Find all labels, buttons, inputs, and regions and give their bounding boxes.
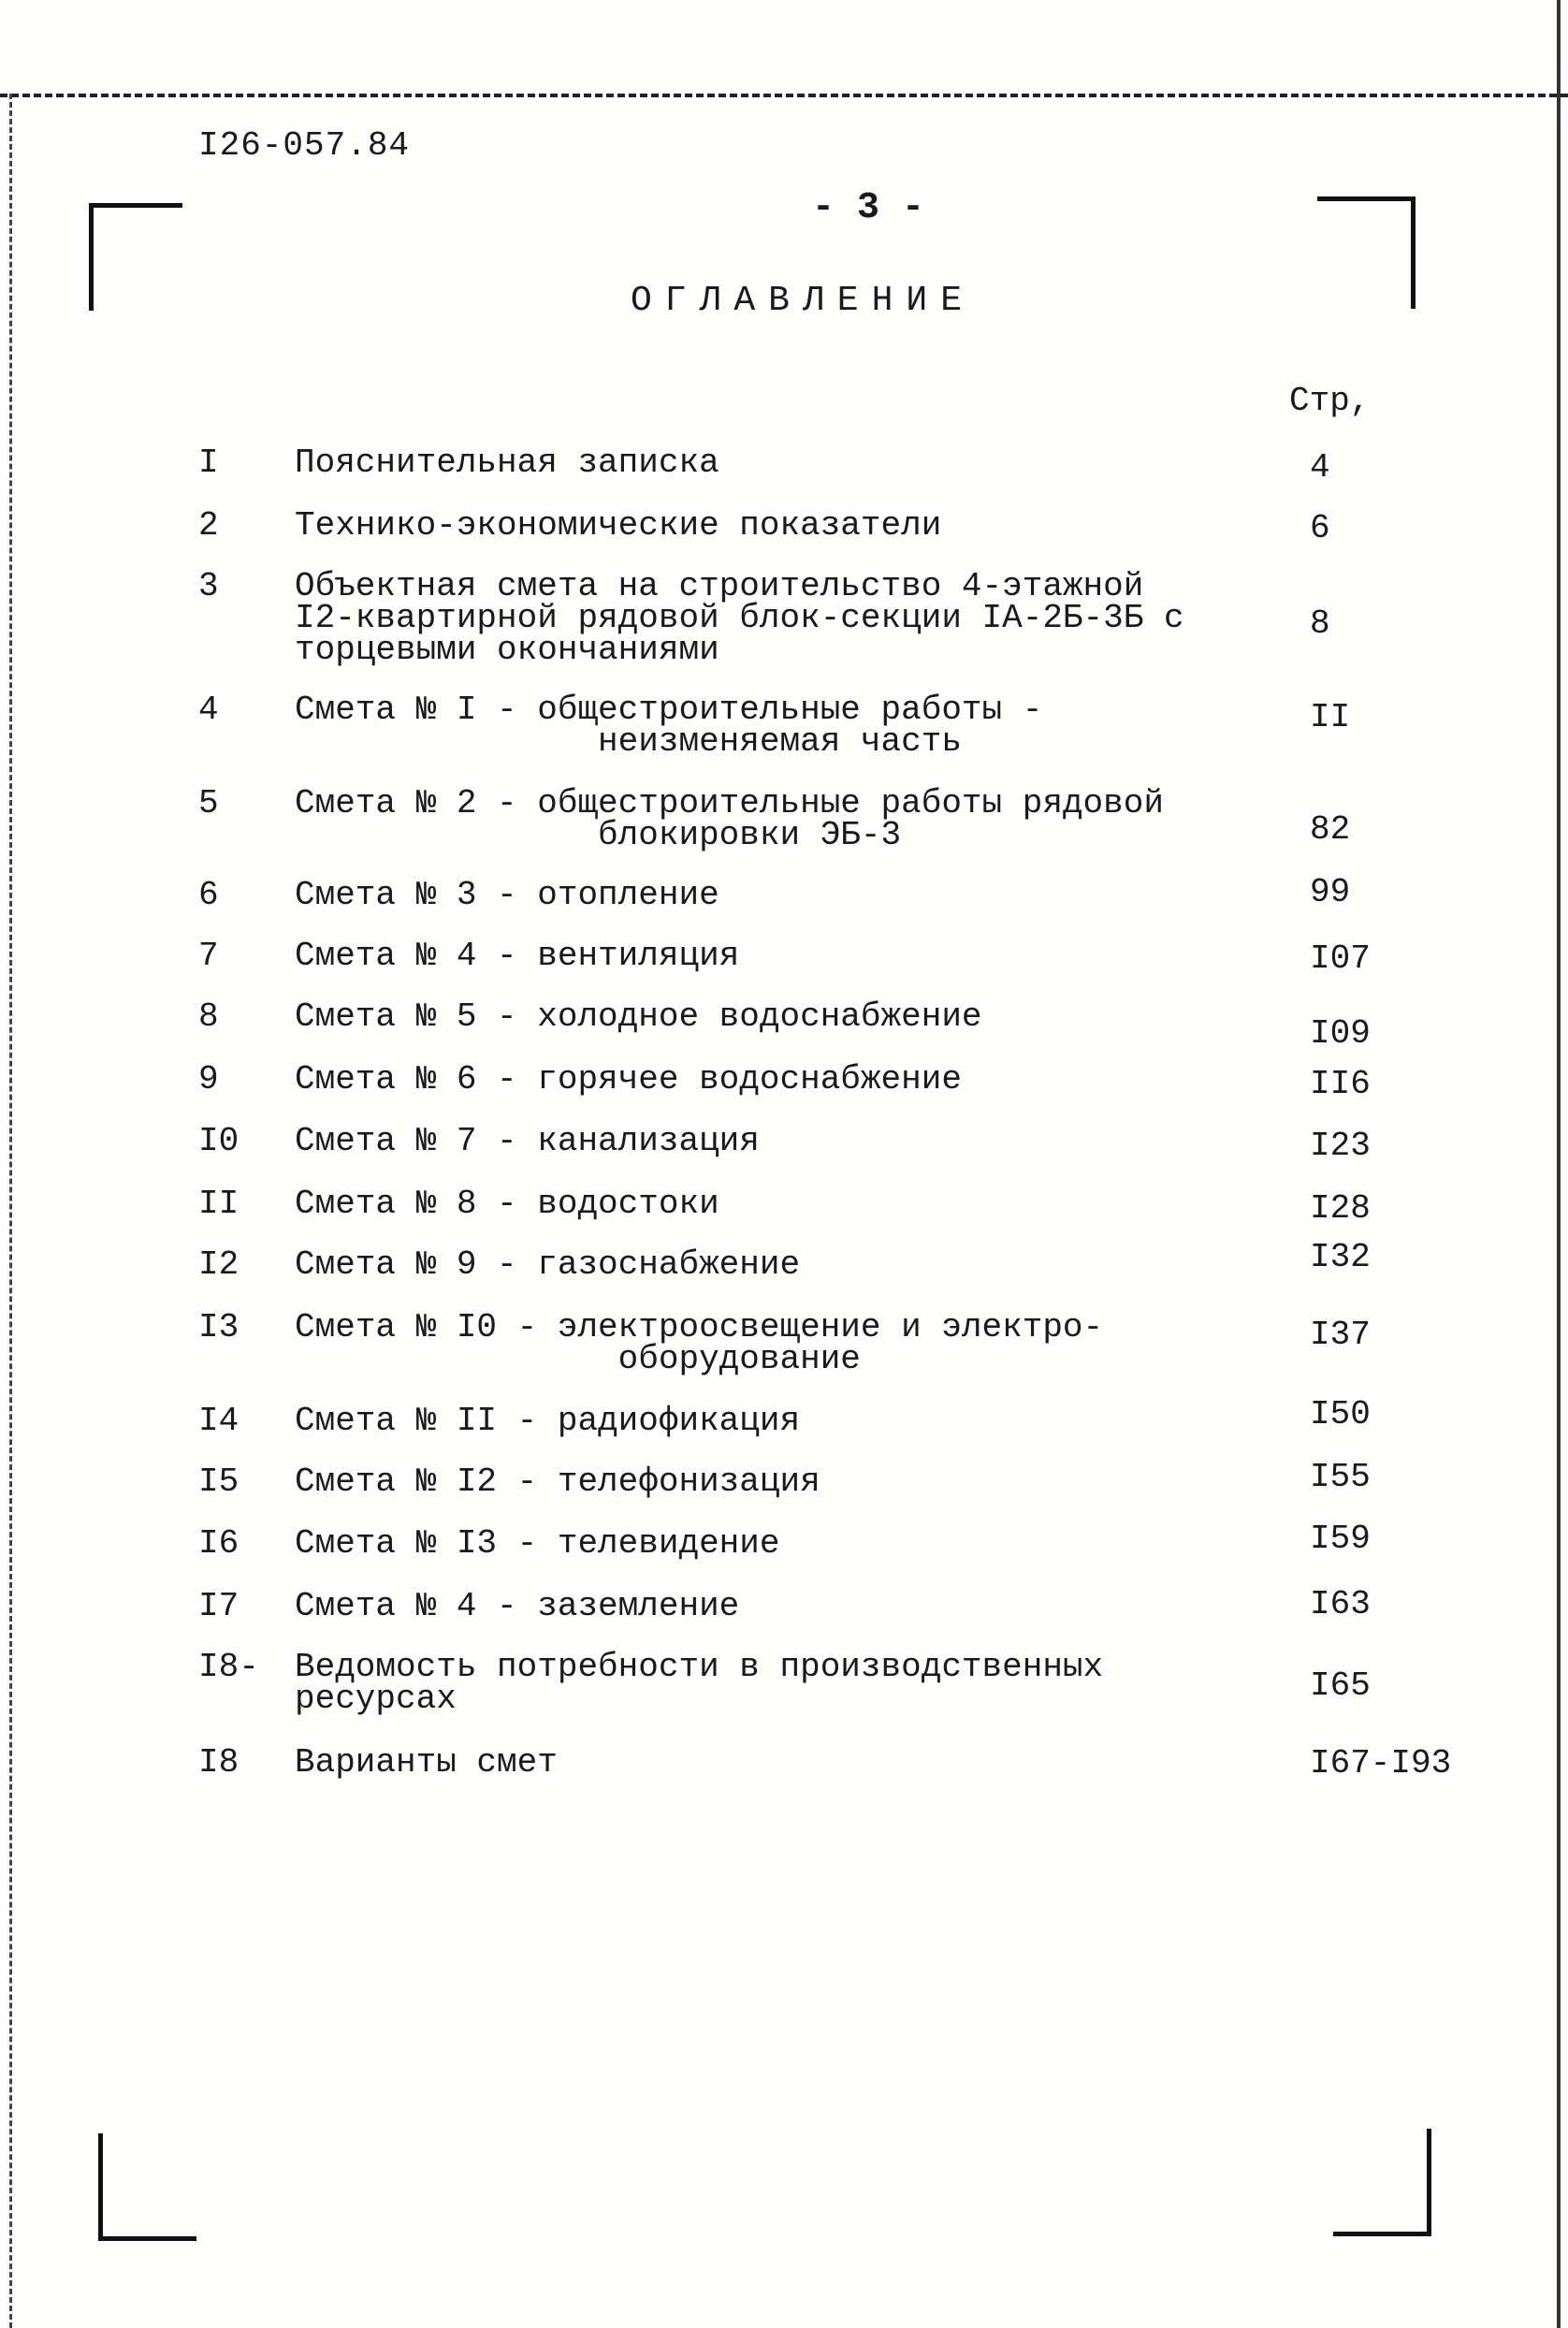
toc-entry-title: Смета № I2 - телефонизация bbox=[295, 1462, 820, 1501]
toc-entry-number: 4 bbox=[198, 691, 219, 729]
toc-entry-number: 8 bbox=[198, 997, 219, 1036]
toc-entry-title: Смета № 2 - общестроительные работы рядовой блокировки ЭБ-3 bbox=[295, 784, 1164, 854]
toc-entry-title: Смета № I3 - телевидение bbox=[295, 1524, 780, 1563]
toc-entry-title: Смета № 6 - горячее водоснабжение bbox=[295, 1060, 962, 1099]
toc-entry-title: Ведомость потребности в производственных ресурсах bbox=[295, 1648, 1104, 1718]
toc-entry-page: II6 bbox=[1310, 1065, 1371, 1103]
toc-entry-page: I50 bbox=[1310, 1395, 1371, 1433]
toc-entry-number: I6 bbox=[198, 1524, 240, 1563]
toc-entry-number: 7 bbox=[198, 937, 219, 975]
toc-entry-title: Смета № 4 - заземление bbox=[295, 1587, 740, 1625]
toc-entry-number: I4 bbox=[198, 1402, 240, 1440]
toc-entry-number: I8- bbox=[198, 1648, 259, 1686]
corner-mark-bottom-right bbox=[1333, 2129, 1431, 2236]
page-column-label: Стр, bbox=[1289, 382, 1371, 420]
toc-entry-page: 6 bbox=[1310, 509, 1330, 547]
toc-entry-title: Смета № 3 - отопление bbox=[295, 876, 719, 914]
toc-entry-number: I8 bbox=[198, 1743, 240, 1782]
toc-entry-title: Смета № 4 - вентиляция bbox=[295, 937, 740, 975]
document-code: I26-057.84 bbox=[198, 126, 411, 165]
toc-entry-page: 82 bbox=[1310, 810, 1351, 849]
toc-entry-number: 9 bbox=[198, 1060, 219, 1099]
toc-entry-page: 99 bbox=[1310, 873, 1351, 911]
toc-entry-number: 6 bbox=[198, 876, 219, 914]
toc-entry-page: I28 bbox=[1310, 1189, 1371, 1228]
scan-edge-left bbox=[9, 94, 12, 2328]
toc-entry-page: I67-I93 bbox=[1310, 1744, 1452, 1782]
toc-entry-title: Технико-экономические показатели bbox=[295, 506, 942, 545]
toc-entry-page: I63 bbox=[1310, 1585, 1371, 1623]
toc-entry-title: Смета № 9 - газоснабжение bbox=[295, 1245, 801, 1284]
toc-entry-page: I32 bbox=[1310, 1238, 1371, 1276]
toc-entry-title: Смета № I0 - электроосвещение и электро- оборудование bbox=[295, 1308, 1104, 1378]
toc-entry-number: I3 bbox=[198, 1308, 240, 1346]
scan-edge-right bbox=[1557, 0, 1561, 2328]
toc-entry-page: I09 bbox=[1310, 1014, 1371, 1053]
toc-entry-page: I55 bbox=[1310, 1458, 1371, 1496]
toc-entry-number: 2 bbox=[198, 506, 219, 545]
toc-entry-title: Пояснительная записка bbox=[295, 444, 719, 482]
toc-entry-number: II bbox=[198, 1185, 240, 1223]
toc-entry-title: Объектная смета на строительство 4-этажной I2-квартирной рядовой блок-секции IA-2Б-3Б с торцевыми окончаниями bbox=[295, 567, 1184, 669]
toc-entry-title: Смета № 7 - канализация bbox=[295, 1122, 760, 1160]
toc-entry-number: I5 bbox=[198, 1462, 240, 1501]
toc-entry-number: 5 bbox=[198, 784, 219, 822]
toc-entry-page: I65 bbox=[1310, 1666, 1371, 1705]
toc-entry-title: Смета № 8 - водостоки bbox=[295, 1185, 719, 1223]
toc-entry-number: I0 bbox=[198, 1122, 240, 1160]
toc-title: ОГЛАВЛЕНИЕ bbox=[630, 281, 976, 321]
scan-edge-top bbox=[0, 94, 1568, 97]
toc-entry-page: 4 bbox=[1310, 448, 1330, 487]
toc-entry-title: Смета № I - общестроительные работы - неизменяемая часть bbox=[295, 691, 1043, 761]
toc-entry-page: I37 bbox=[1310, 1316, 1371, 1354]
toc-entry-number: 3 bbox=[198, 567, 219, 605]
toc-entry-page: 8 bbox=[1310, 604, 1330, 643]
toc-entry-number: I7 bbox=[198, 1587, 240, 1625]
toc-entry-title: Варианты смет bbox=[295, 1743, 558, 1782]
corner-mark-bottom-left bbox=[98, 2133, 196, 2241]
toc-entry-page: I23 bbox=[1310, 1127, 1371, 1165]
page-number: - 3 - bbox=[811, 187, 925, 229]
toc-entry-page: I59 bbox=[1310, 1520, 1371, 1558]
toc-entry-number: I bbox=[198, 444, 219, 482]
toc-entry-page: II bbox=[1310, 698, 1351, 736]
toc-entry-page: I07 bbox=[1310, 939, 1371, 978]
toc-entry-title: Смета № II - радиофикация bbox=[295, 1402, 801, 1440]
toc-entry-number: I2 bbox=[198, 1245, 240, 1284]
toc-entry-title: Смета № 5 - холодное водоснабжение bbox=[295, 997, 982, 1036]
